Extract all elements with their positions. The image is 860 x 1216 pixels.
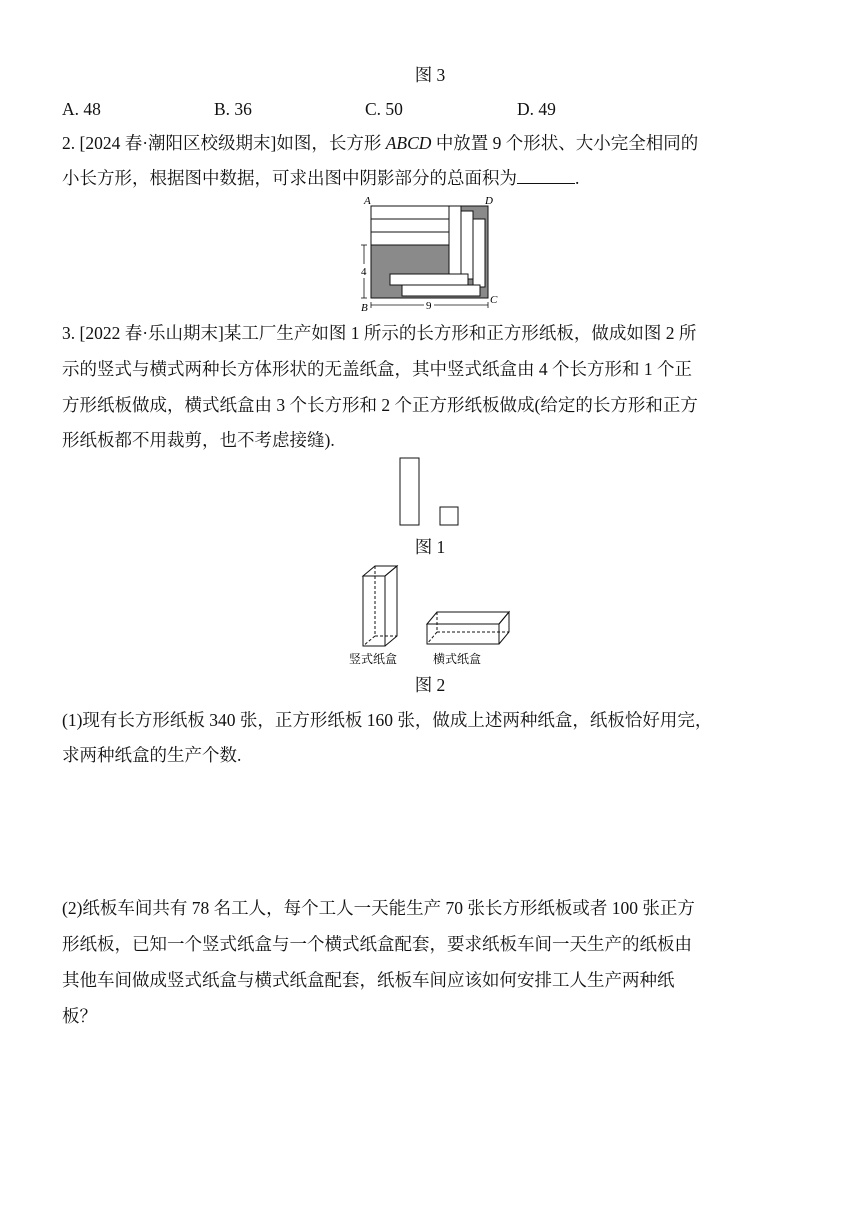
q3-part2-line-2: 形纸板，已知一个竖式纸盒与一个横式纸盒配套，要求纸板车间一天生产的纸板由 [62, 934, 692, 954]
small-rect-v3 [473, 219, 485, 287]
label-c: C [490, 294, 498, 306]
q2-text: . [575, 168, 580, 188]
small-rect-h5 [402, 285, 480, 296]
small-rect-h2 [371, 219, 449, 232]
small-rect-v1 [449, 206, 461, 274]
q2-line-1 [62, 135, 698, 153]
q3-line-1: 3. [2022 春·乐山期末]某工厂生产如图 1 所示的长方形和正方形纸板，做成如图 2 所 [62, 323, 697, 343]
small-rect-h4 [390, 274, 468, 285]
label-d: D [485, 195, 493, 207]
rectangle-board [400, 458, 419, 525]
option-a: A. 48 [62, 99, 101, 119]
option-b: B. 36 [214, 99, 252, 119]
q3-part1-line-1: (1)现有长方形纸板 340 张，正方形纸板 160 张，做成上述两种纸盒，纸板恰好用完， [62, 710, 713, 730]
answer-blank[interactable] [517, 169, 575, 184]
figure-1-boards [395, 455, 465, 530]
vertical-box-label: 竖式纸盒 [349, 652, 398, 666]
square-board [440, 507, 458, 525]
q2-text: 中放置 9 个形状、大小完全相同的 [431, 133, 699, 153]
q2-text: 小长方形，根据图中数据，可求出图中阴影部分的总面积为 [62, 168, 517, 188]
figure-3-caption: 图 3 [414, 65, 446, 85]
figure-2-caption: 图 2 [414, 675, 446, 695]
q2-text: 2. [2024 春·潮阳区校级期末]如图，长方形 [62, 133, 386, 153]
q2-line-2 [62, 169, 579, 188]
label-b: B [361, 302, 368, 314]
label-a: A [364, 195, 371, 207]
rectangle-abcd-figure [352, 193, 512, 315]
horizontal-box [427, 612, 509, 644]
width-label: 9 [426, 300, 432, 312]
vertical-box [363, 566, 397, 646]
option-d: D. 49 [517, 99, 556, 119]
figure-1-caption: 图 1 [414, 537, 446, 557]
q3-part2-line-1: (2)纸板车间共有 78 名工人，每个工人一天能生产 70 张长方形纸板或者 100 张正方 [62, 898, 695, 918]
q3-part2-line-4: 板？ [62, 1006, 97, 1026]
small-rect-h1 [371, 206, 449, 219]
rect-name: ABCD [385, 133, 432, 153]
horizontal-box-label: 横式纸盒 [433, 652, 482, 666]
q3-line-3: 方形纸板做成，横式纸盒由 3 个长方形和 2 个正方形纸板做成(给定的长方形和正方 [62, 395, 698, 415]
q3-part1-line-2: 求两种纸盒的生产个数. [62, 745, 242, 765]
small-rect-h3 [371, 232, 449, 245]
height-label: 4 [361, 266, 367, 278]
figure-2-boxes [345, 562, 515, 670]
option-c: C. 50 [365, 99, 403, 119]
q3-part2-line-3: 其他车间做成竖式纸盒与横式纸盒配套，纸板车间应该如何安排工人生产两种纸 [62, 970, 675, 990]
small-rect-v2 [461, 211, 473, 279]
q3-line-4: 形纸板都不用裁剪，也不考虑接缝). [62, 430, 335, 450]
q3-line-2: 示的竖式与横式两种长方体形状的无盖纸盒，其中竖式纸盒由 4 个长方形和 1 个正 [62, 359, 692, 379]
